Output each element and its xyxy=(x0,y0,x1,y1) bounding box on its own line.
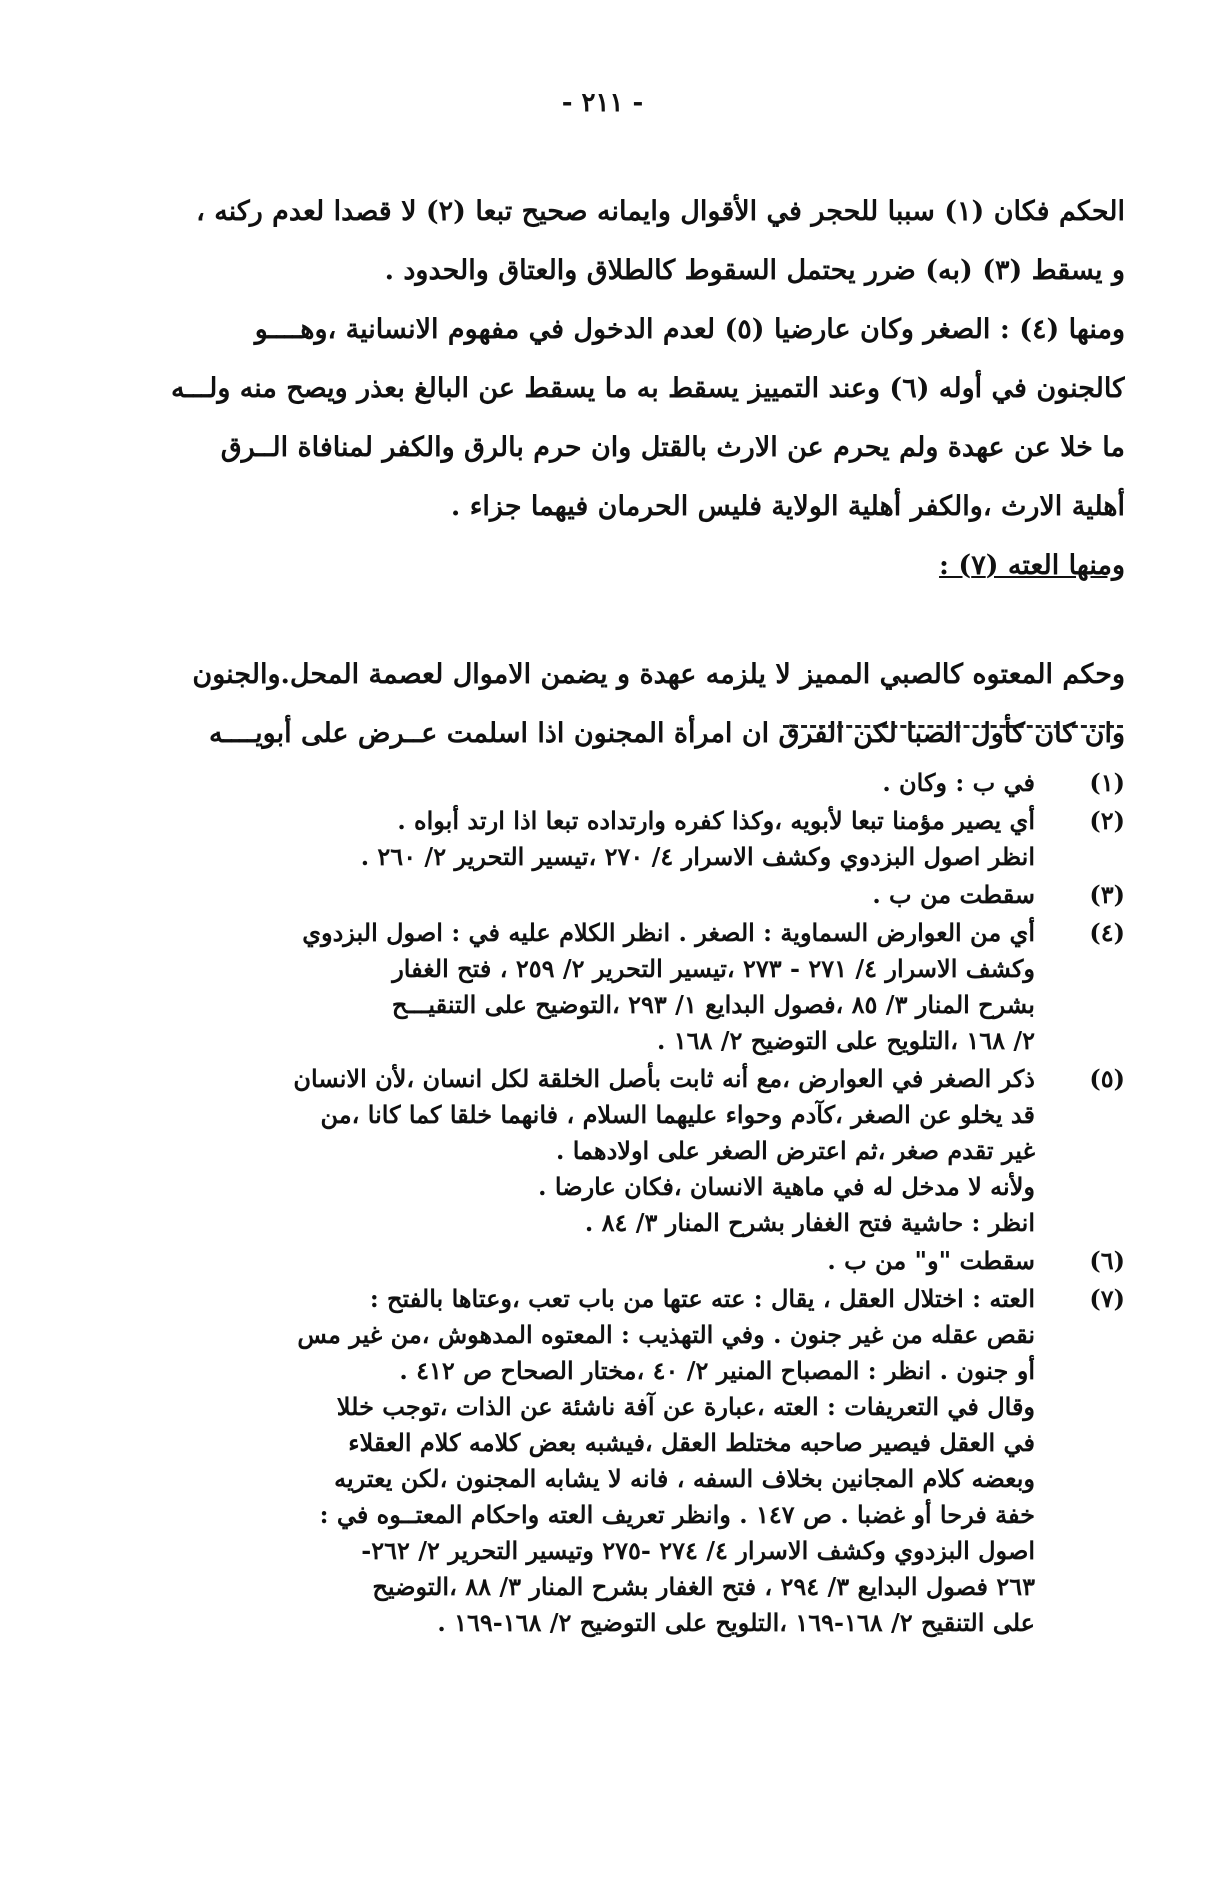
body-line: وان كان كأول الصبا لكن الفرق ان امرأة المجنون اذا اسلمت عــرض على أبويــــه xyxy=(208,718,1125,749)
footnote-line: سقطت من ب . xyxy=(872,880,1035,909)
footnote-line: نقص عقله من غير جنون . وفي التهذيب : المعتوه المدهوش ،من غير مس xyxy=(297,1320,1035,1349)
footnote-line: أي من العوارض السماوية : الصغر . انظر الكلام عليه في : اصول البزدوي xyxy=(302,918,1035,947)
footnote xyxy=(85,803,1125,875)
body-line: أهلية الارث ،والكفر أهلية الولاية فليس الحرمان فيهما جزاء . xyxy=(450,491,1125,522)
footnote-number: (٦) xyxy=(1089,1246,1125,1275)
footnote-number: (٥) xyxy=(1089,1064,1125,1093)
footnote-separator xyxy=(783,725,1123,728)
body-line: ومنها (٤) : الصغر وكان عارضيا (٥) لعدم الدخول في مفهوم الانسانية ،وهــــو xyxy=(254,314,1125,345)
footnote xyxy=(85,877,1125,913)
body-line: الحكم فكان (١) سببا للحجر في الأقوال وايمانه صحيح تبعا (٢) لا قصدا لعدم ركنه ، xyxy=(196,196,1125,227)
footnote xyxy=(85,915,1125,1059)
footnote-line: وبعضه كلام المجانين بخلاف السفه ، فانه لا يشابه المجنون ،لكن يعتريه xyxy=(334,1464,1035,1493)
footnote-text xyxy=(85,1281,1035,1641)
footnote-line: وكشف الاسرار ٤/ ٢٧١ - ٢٧٣ ،تيسير التحرير ٢/ ٢٥٩ ، فتح الغفار xyxy=(392,954,1035,983)
footnote-number: (١) xyxy=(1089,768,1125,797)
footnote-line: في العقل فيصير صاحبه مختلط العقل ،فيشبه بعض كلامه كلام العقلاء xyxy=(348,1428,1035,1457)
footnote-line: انظر : حاشية فتح الغفار بشرح المنار ٣/ ٨٤ . xyxy=(584,1208,1035,1237)
footnote-line: قد يخلو عن الصغر ،كآدم وحواء عليهما السلام ، فانهما خلقا كما كانا ،من xyxy=(320,1100,1035,1129)
footnote xyxy=(85,765,1125,801)
footnote-line: بشرح المنار ٣/ ٨٥ ،فصول البدايع ١/ ٢٩٣ ،التوضيح على التنقيـــح xyxy=(391,990,1035,1019)
footnotes xyxy=(85,765,1125,1643)
footnote-line: في ب : وكان . xyxy=(882,768,1035,797)
footnote-line: سقطت "و" من ب . xyxy=(827,1246,1035,1275)
footnote-line: انظر اصول البزدوي وكشف الاسرار ٤/ ٢٧٠ ،تيسير التحرير ٢/ ٢٦٠ . xyxy=(360,842,1035,871)
footnote-line: ٢/ ١٦٨ ،التلويح على التوضيح ٢/ ١٦٨ . xyxy=(656,1026,1035,1055)
body-line: كالجنون في أوله (٦) وعند التمييز يسقط به ما يسقط عن البالغ بعذر ويصح منه ولـــه xyxy=(170,373,1125,404)
footnote-text xyxy=(85,803,1035,875)
footnote-line: غير تقدم صغر ،ثم اعترض الصغر على اولادهما . xyxy=(556,1136,1035,1165)
footnote-number: (٣) xyxy=(1089,880,1125,909)
section-heading: ومنها العته (٧) : xyxy=(939,550,1125,581)
footnote-text xyxy=(85,915,1035,1059)
body-line: وحكم المعتوه كالصبي المميز لا يلزمه عهدة و يضمن الاموال لعصمة المحل.والجنون xyxy=(192,659,1125,690)
footnote-line: العته : اختلال العقل ، يقال : عته عتها من باب تعب ،وعتاها بالفتح : xyxy=(369,1284,1035,1313)
footnote-number: (٤) xyxy=(1089,918,1125,947)
paragraph-gap xyxy=(85,595,1125,645)
footnote-text xyxy=(85,765,1035,801)
footnote-line: على التنقيح ٢/ ١٦٨-١٦٩ ،التلويح على التوضيح ٢/ ١٦٨-١٦٩ . xyxy=(437,1608,1035,1637)
footnote-line: وقال في التعريفات : العته ،عبارة عن آفة ناشئة عن الذات ،توجب خللا xyxy=(336,1392,1035,1421)
footnote-text xyxy=(85,877,1035,913)
body-line: و يسقط (٣) (به) ضرر يحتمل السقوط كالطلاق والعتاق والحدود . xyxy=(384,255,1125,286)
main-text xyxy=(85,182,1125,763)
footnote-text xyxy=(85,1061,1035,1241)
footnote-line: خفة فرحا أو غضبا . ص ١٤٧ . وانظر تعريف العته واحكام المعتــوه في : xyxy=(319,1500,1035,1529)
footnote-line: ولأنه لا مدخل له في ماهية الانسان ،فكان عارضا . xyxy=(538,1172,1035,1201)
footnote-number: (٢) xyxy=(1089,806,1125,835)
footnote xyxy=(85,1061,1125,1241)
body-line: ما خلا عن عهدة ولم يحرم عن الارث بالقتل وان حرم بالرق والكفر لمنافاة الــرق xyxy=(220,432,1125,463)
footnote xyxy=(85,1243,1125,1279)
footnote-number: (٧) xyxy=(1089,1284,1125,1313)
footnote xyxy=(85,1281,1125,1641)
footnote-line: اصول البزدوي وكشف الاسرار ٤/ ٢٧٤ -٢٧٥ وتيسير التحرير ٢/ ٢٦٢- xyxy=(361,1536,1035,1565)
footnote-line: أي يصير مؤمنا تبعا لأبويه ،وكذا كفره وارتداده تبعا اذا ارتد أبواه . xyxy=(397,806,1035,835)
footnote-text xyxy=(85,1243,1035,1279)
footnote-line: أو جنون . انظر : المصباح المنير ٢/ ٤٠ ،مختار الصحاح ص ٤١٢ . xyxy=(399,1356,1035,1385)
page-number: - ٢١١ - xyxy=(561,88,644,118)
footnote-line: ذكر الصغر في العوارض ،مع أنه ثابت بأصل الخلقة لكل انسان ،لأن الانسان xyxy=(293,1064,1035,1093)
footnote-line: ٢٦٣ فصول البدايع ٣/ ٢٩٤ ، فتح الغفار بشرح المنار ٣/ ٨٨ ،التوضيح xyxy=(372,1572,1035,1601)
